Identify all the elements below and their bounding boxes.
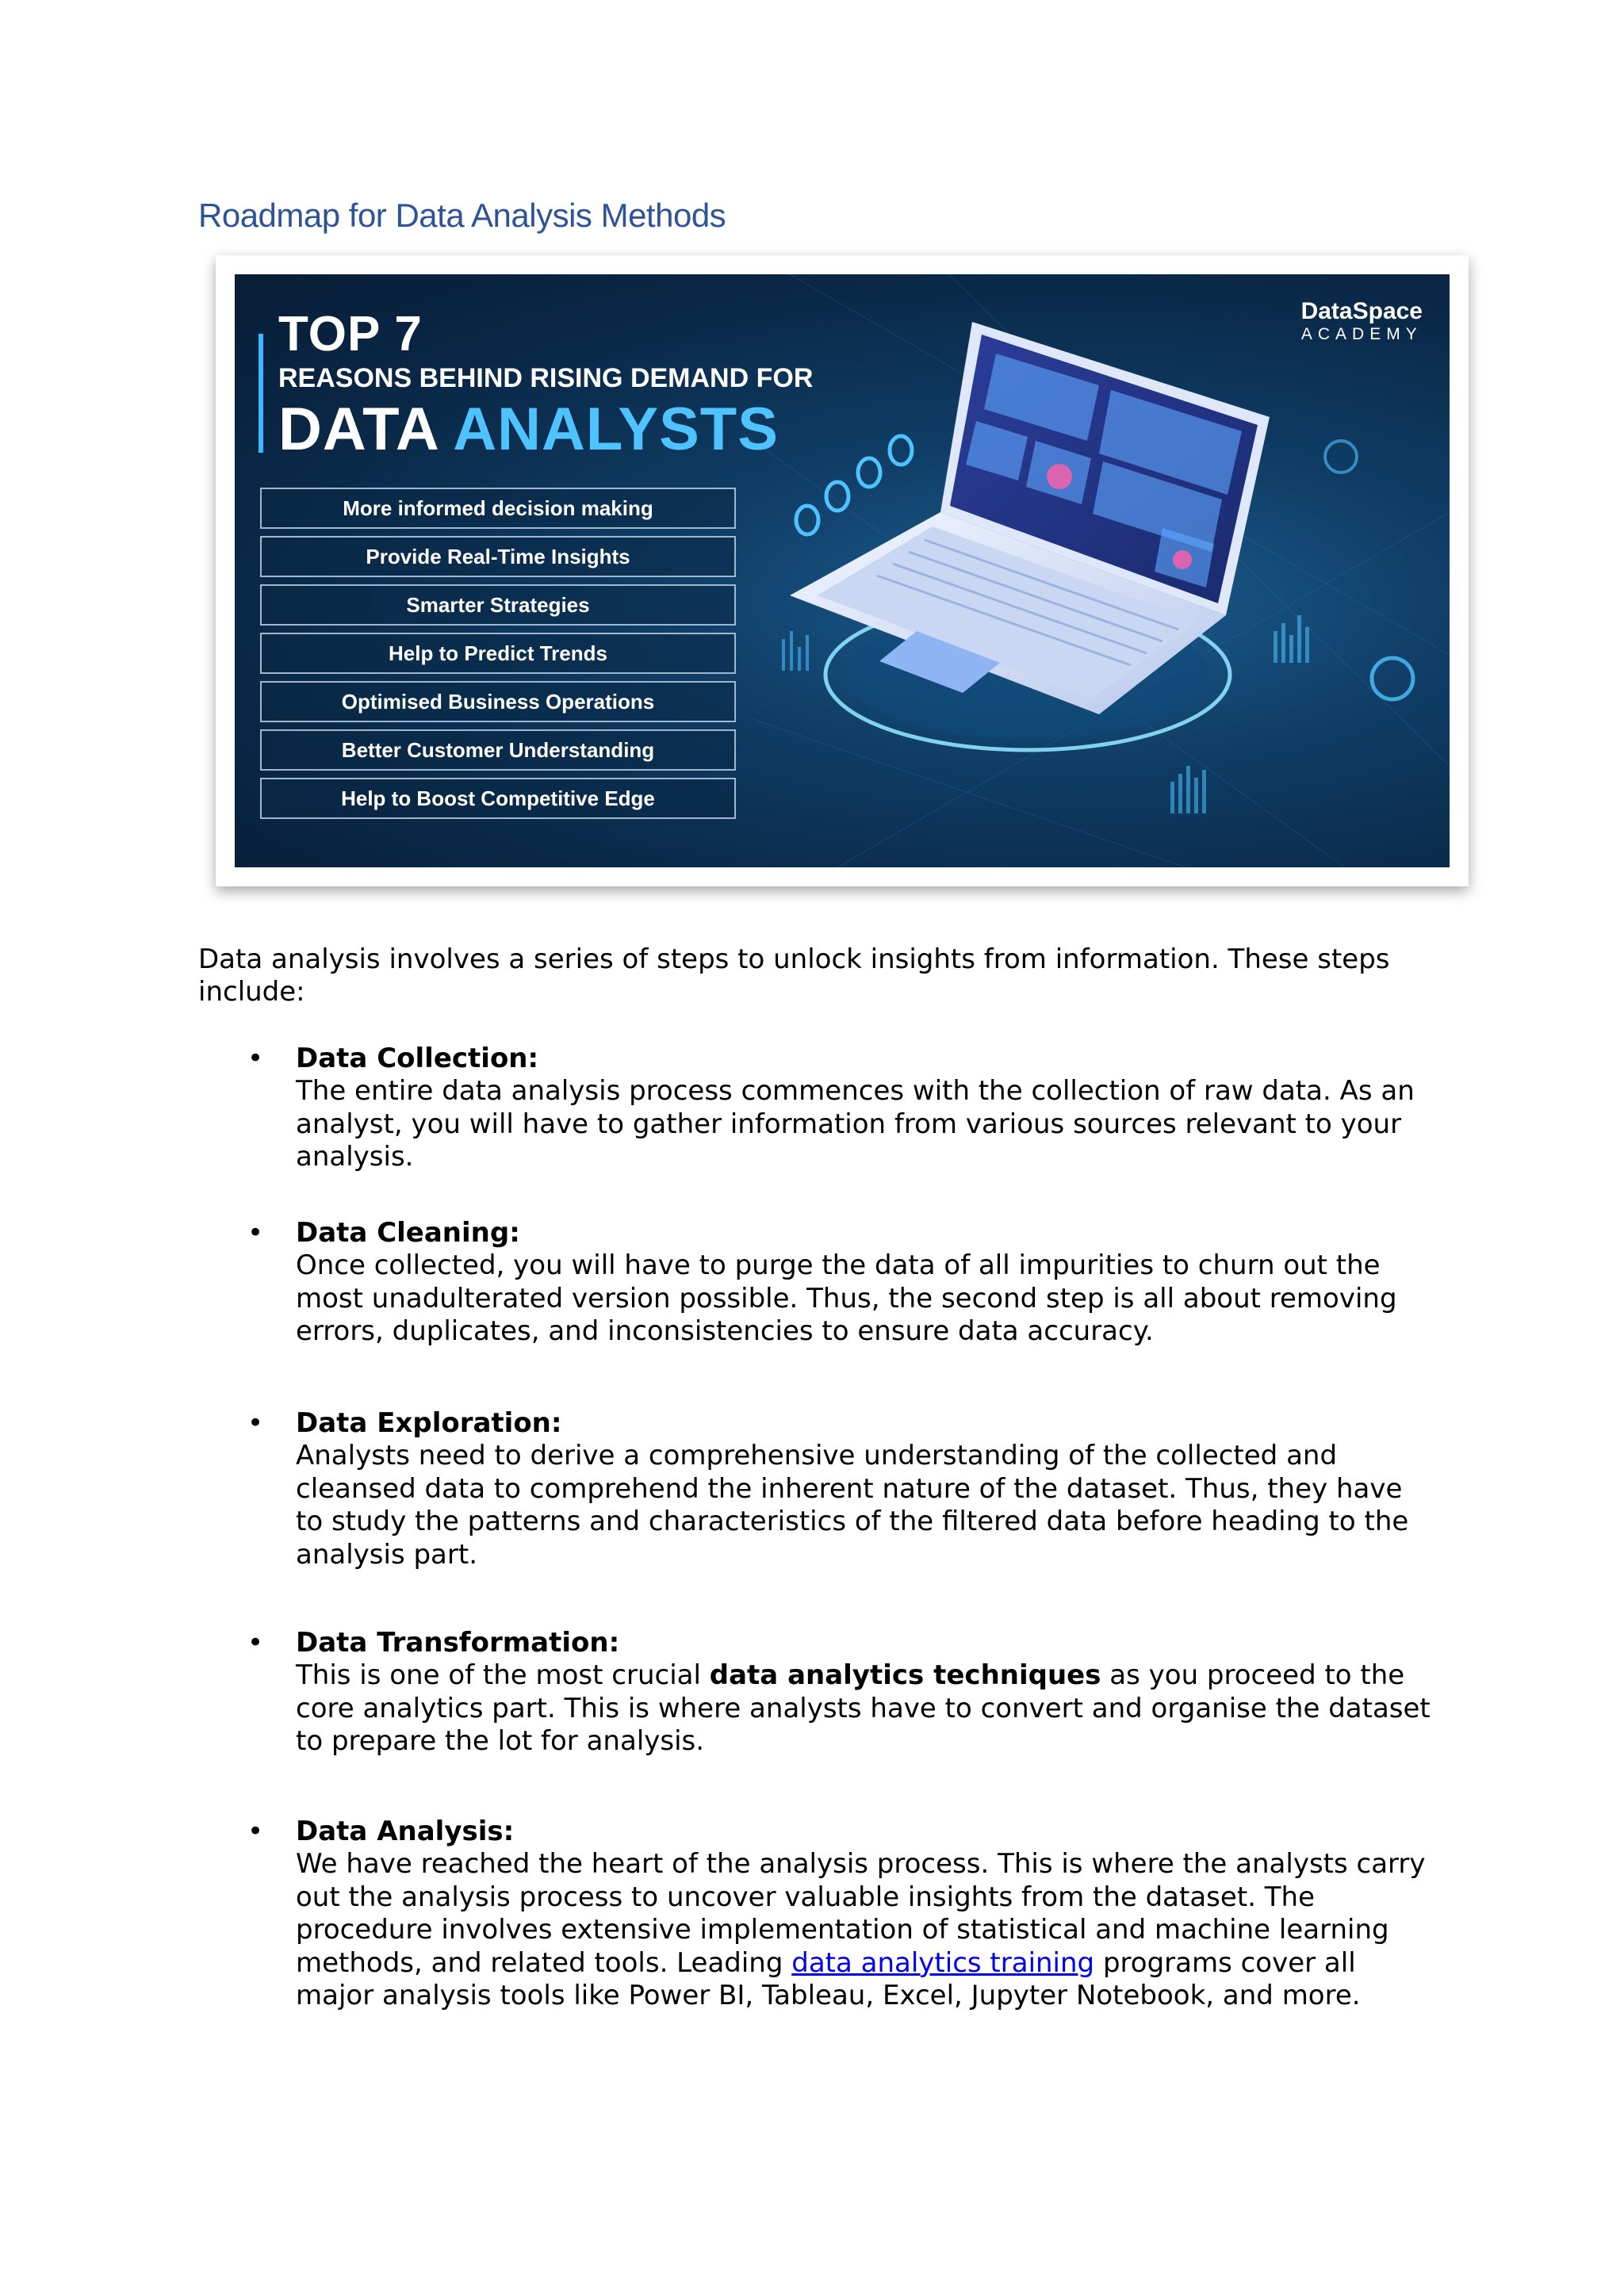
- step-body-text: We have reached the heart of the analysis process. This is where the analysts carry out the analysis process to uncover valuable insights from the dataset. The procedure involves extensive implementation of statistical and machine learning methods, and related tools. Leading: [296, 1848, 1426, 1979]
- banner-title-analysts: ANALYSTS: [453, 396, 779, 463]
- brand-logo: [1301, 298, 1423, 344]
- step-body-text: This is one of the most crucial: [296, 1659, 710, 1691]
- step-body: Once collected, you will have to purge the data of all impurities to churn out the most unadulterated version possible. Thus, the second step is all about removing errors, duplicates, and inconsistencies to ensure data accuracy.: [296, 1249, 1397, 1347]
- step-body-emphasis: data analytics techniques: [709, 1659, 1101, 1691]
- step-body: The entire data analysis process commences with the collection of raw data. As an analyst, you will have to gather information from various sources relevant to your analysis.: [296, 1075, 1415, 1173]
- bullet-icon: •: [247, 1043, 264, 1074]
- step-title: Data Analysis:: [296, 1816, 515, 1847]
- bullet-icon: •: [247, 1217, 264, 1249]
- step-title: Data Cleaning:: [296, 1217, 520, 1249]
- intro-paragraph: Data analysis involves a series of steps to unlock insights from information. These steps include:: [198, 943, 1390, 1008]
- bullet-icon: •: [247, 1407, 264, 1439]
- reason-box: Better Customer Understanding: [260, 729, 736, 771]
- step-title: Data Transformation:: [296, 1627, 620, 1659]
- banner-figure: [216, 255, 1469, 886]
- reason-box: Help to Boost Competitive Edge: [260, 778, 736, 819]
- step-body: Analysts need to derive a comprehensive understanding of the collected and cleansed data to comprehend the inherent nature of the dataset. Thus, they have to study the patterns and characteristics of the filtered data before heading to the analysis part.: [296, 1440, 1409, 1571]
- reason-box: Help to Predict Trends: [260, 633, 736, 674]
- bullet-icon: •: [247, 1816, 264, 1847]
- step-body-text: programs cover all major analysis tools like Power BI, Tableau, Excel, Jupyter Notebook, and more.: [296, 1946, 1361, 2011]
- brand-subtitle: ACADEMY: [1300, 325, 1423, 343]
- banner-title-data: DATA: [278, 396, 438, 463]
- reason-box: More informed decision making: [260, 488, 736, 529]
- reason-box: Provide Real-Time Insights: [260, 536, 736, 577]
- accent-bar: [259, 334, 263, 453]
- banner-subtitle: REASONS BEHIND RISING DEMAND FOR: [278, 363, 814, 393]
- banner-main-title: [278, 395, 779, 464]
- step-title: Data Exploration:: [296, 1407, 562, 1439]
- bullet-icon: •: [247, 1627, 264, 1659]
- step-body: [296, 1659, 1438, 1758]
- banner-image: [235, 274, 1450, 867]
- brand-name: DataSpace: [1300, 298, 1423, 324]
- step-body: [296, 1848, 1438, 2013]
- page-heading: Roadmap for Data Analysis Methods: [198, 197, 726, 234]
- step-body-text: as you proceed to the core analytics part. This is where analysts have to convert and organise the dataset to prepare the lot for analysis.: [296, 1659, 1431, 1757]
- reason-box: Smarter Strategies: [260, 584, 736, 626]
- reason-box: Optimised Business Operations: [260, 681, 736, 722]
- step-title: Data Collection:: [296, 1043, 539, 1074]
- data-analytics-training-link[interactable]: data analytics training: [791, 1946, 1095, 1979]
- banner-top7: TOP 7: [278, 307, 423, 362]
